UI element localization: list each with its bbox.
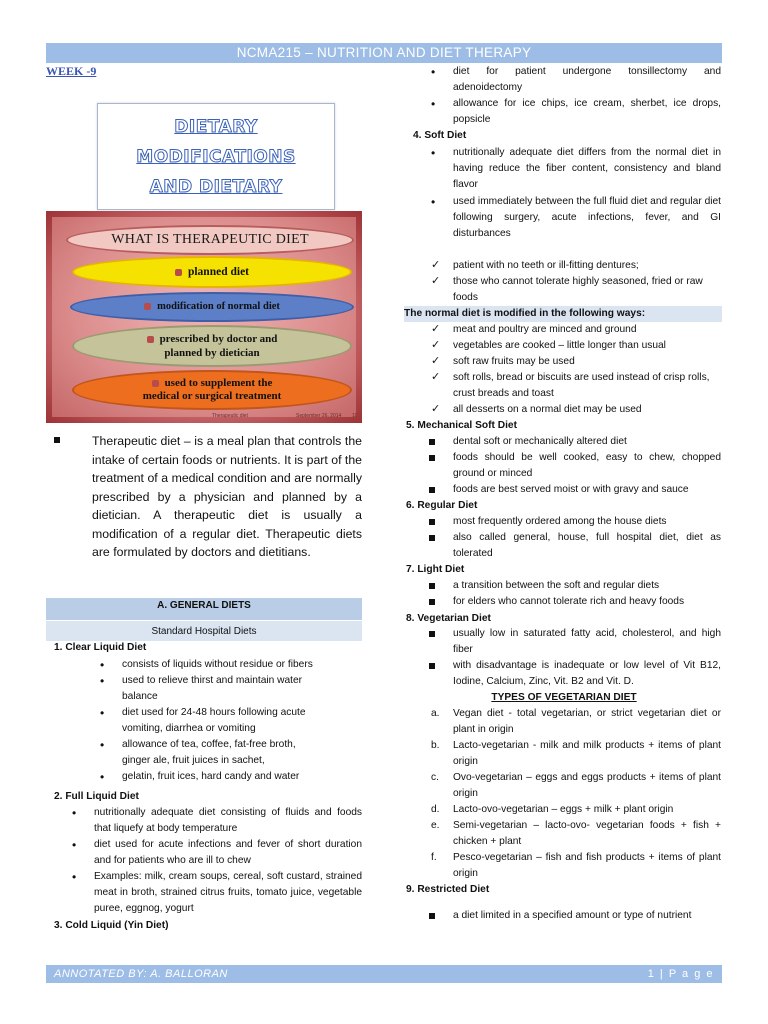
document-footer	[46, 965, 722, 983]
list-item: • allowance of tea, coffee, fat-free broth,	[122, 737, 362, 753]
slide-oval-modification	[70, 292, 354, 322]
normal-diet-modified-heading: The normal diet is modified in the following ways:	[404, 306, 722, 322]
list-letter: c.	[431, 772, 439, 783]
section-a-subtitle: Standard Hospital Diets	[46, 621, 362, 641]
footer-annotator: ANNOTATED BY: A. BALLORAN	[54, 968, 228, 980]
list-letter: d.	[431, 804, 440, 815]
list-item: ✓ all desserts on a normal diet may be used	[453, 402, 721, 418]
bullet-icon	[144, 303, 151, 310]
list-item: with disadvantage is inadequate or low level of Vit B12, Iodine, Calcium, Zinc, Vit. B2 and Vit. D.	[453, 658, 721, 690]
slide-footer-number: 11	[352, 413, 358, 419]
list-item: ✓ soft raw fruits may be used	[453, 354, 721, 370]
list-letter: e.	[431, 820, 440, 831]
cold-liquid-heading: 3. Cold Liquid (Yin Diet)	[54, 920, 169, 931]
list-item	[431, 770, 721, 802]
list-item: ginger ale, fruit juices in sachet,	[122, 755, 265, 766]
mechanical-soft-list	[453, 434, 721, 498]
slide-item-1: planned diet	[187, 266, 250, 278]
slide-heading-oval	[66, 225, 354, 255]
full-liquid-list	[94, 805, 362, 917]
slide-footer-date: September 26, 2014	[296, 413, 342, 419]
square-bullet-icon	[54, 437, 60, 443]
list-item: a transition between the soft and regular diets	[453, 578, 721, 594]
list-item: • nutritionally adequate diet consisting of fluids and foods that liquefy at body temperature	[94, 805, 362, 837]
list-item	[431, 738, 721, 770]
list-item: ✓ soft rolls, bread or biscuits are used instead of crisp rolls, crust breads and toast	[453, 370, 721, 402]
slide-inner	[52, 217, 356, 417]
bullet-icon	[175, 269, 182, 276]
list-item: also called general, house, full hospital diet, diet as tolerated	[453, 530, 721, 562]
regular-diet-list	[453, 514, 721, 562]
full-liquid-heading: 2. Full Liquid Diet	[54, 791, 139, 802]
list-text: Pesco-vegetarian – fish and fish products + items of plant origin	[453, 852, 721, 879]
list-item: for elders who cannot tolerate rich and heavy foods	[453, 594, 721, 610]
list-item: ✓ vegetables are cooked – little longer than usual	[453, 338, 721, 354]
light-diet-list	[453, 578, 721, 610]
soft-diet-list	[453, 145, 721, 242]
slide-oval-prescribed	[72, 325, 352, 367]
list-item: ✓ those who cannot tolerate highly seasoned, fried or raw foods	[453, 274, 721, 306]
list-item: • nutritionally adequate diet differs from the normal diet in having reduce the fiber content, consistency and bland flavor	[453, 145, 721, 193]
slide-oval-planned	[72, 256, 352, 288]
mechanical-soft-heading: 5. Mechanical Soft Diet	[406, 420, 517, 431]
list-letter: b.	[431, 740, 440, 751]
restricted-diet-heading: 9. Restricted Diet	[406, 884, 490, 895]
list-item: ✓ meat and poultry are minced and ground	[453, 322, 721, 338]
list-item	[431, 802, 721, 818]
cold-liquid-list	[453, 64, 721, 128]
bullet-icon	[147, 336, 154, 343]
title-line-3: AND DIETARY	[149, 177, 283, 197]
list-item: a diet limited in a specified amount or type of nutrient	[453, 908, 721, 924]
vegetarian-types-title: TYPES OF VEGETARIAN DIET	[491, 692, 637, 703]
list-item: balance	[122, 691, 158, 702]
list-item: • used immediately between the full fluid diet and regular diet following surgery, acute infections, fever, and GI disturbances	[453, 194, 721, 242]
list-item: • diet for patient undergone tonsillectomy and adenoidectomy	[453, 64, 721, 96]
list-text: Ovo-vegetarian – eggs and eggs products + items of plant origin	[453, 772, 721, 799]
clear-liquid-heading: 1. Clear Liquid Diet	[54, 642, 147, 653]
list-item: foods should be well cooked, easy to chew, chopped ground or minced	[453, 450, 721, 482]
slide-footer-title: Therapeutic diet	[212, 413, 248, 419]
document-header: NCMA215 – NUTRITION AND DIET THERAPY	[46, 43, 722, 63]
slide-item-4b: medical or surgical treatment	[142, 390, 282, 402]
normal-diet-modified-list	[453, 322, 721, 418]
list-item: usually low in saturated fatty acid, cholesterol, and high fiber	[453, 626, 721, 658]
list-item	[431, 850, 721, 882]
list-text: Semi-vegetarian – lacto-ovo- vegetarian foods + fish + chicken + plant	[453, 820, 721, 847]
slide-footer	[212, 413, 358, 419]
slide-oval-supplement	[72, 370, 352, 410]
list-item: • diet used for acute infections and fever of short duration and for patients who are ill to chew	[94, 837, 362, 869]
title-line-1: DIETARY	[174, 117, 258, 137]
light-diet-heading: 7. Light Diet	[406, 564, 465, 575]
title-box	[97, 103, 335, 210]
vegetarian-types-list	[431, 706, 721, 882]
list-item: most frequently ordered among the house diets	[453, 514, 721, 530]
vegetarian-diet-heading: 8. Vegetarian Diet	[406, 613, 491, 624]
clear-liquid-list	[122, 657, 362, 785]
slide-item-3b: planned by dietician	[164, 347, 260, 359]
list-item: • gelatin, fruit ices, hard candy and water	[122, 769, 362, 785]
list-item: • used to relieve thirst and maintain water	[122, 673, 362, 689]
regular-diet-heading: 6. Regular Diet	[406, 500, 478, 511]
bullet-icon	[152, 380, 159, 387]
section-a-title: A. GENERAL DIETS	[46, 598, 362, 620]
list-letter: a.	[431, 708, 440, 719]
footer-page-number: 1 | P a g e	[647, 968, 714, 980]
list-item: ✓ patient with no teeth or ill-fitting dentures;	[453, 258, 721, 274]
slide-heading: WHAT IS THERAPEUTIC DIET	[111, 232, 309, 247]
week-label: WEEK -9	[46, 64, 97, 78]
list-letter: f.	[431, 852, 437, 863]
therapeutic-diet-slide	[46, 211, 362, 423]
slide-item-3a: prescribed by doctor and	[159, 333, 278, 345]
vegetarian-diet-list	[453, 626, 721, 690]
slide-item-4a: used to supplement the	[164, 377, 273, 389]
soft-diet-heading: 4. Soft Diet	[413, 130, 467, 141]
list-item: foods are best served moist or with gravy and sauce	[453, 482, 721, 498]
list-item	[431, 818, 721, 850]
list-item	[431, 706, 721, 738]
list-item: • diet used for 24-48 hours following acute	[122, 705, 362, 721]
list-text: Lacto-ovo-vegetarian – eggs + milk + plant origin	[453, 804, 674, 815]
list-item: • consists of liquids without residue or fibers	[122, 657, 362, 673]
intro-paragraph	[54, 432, 362, 562]
soft-diet-checklist	[453, 258, 721, 306]
list-text: Vegan diet - total vegetarian, or strict vegetarian diet or plant in origin	[453, 708, 721, 735]
list-item: dental soft or mechanically altered diet	[453, 434, 721, 450]
title-line-2: MODIFICATIONS	[136, 147, 296, 167]
intro-text: Therapeutic diet – is a meal plan that controls the intake of certain foods or nutrients. It is part of the treatment of a medical condition and are normally prescribed by a physician and planned by a dietician. A therapeutic diet is usually a modification of a regular diet. Therapeutic diets are formulated by doctors and dietitians.	[92, 434, 362, 559]
restricted-diet-list	[453, 908, 721, 924]
slide-item-2: modification of normal diet	[157, 301, 280, 312]
list-text: Lacto-vegetarian - milk and milk products + items of plant origin	[453, 740, 721, 767]
list-item: vomiting, diarrhea or vomiting	[122, 723, 256, 734]
list-item: • Examples: milk, cream soups, cereal, soft custard, strained meat in broth, strained citrus fruits, tomato juice, vegetable puree, eggnog, yogurt	[94, 869, 362, 917]
list-item: • allowance for ice chips, ice cream, sherbet, ice drops, popsicle	[453, 96, 721, 128]
